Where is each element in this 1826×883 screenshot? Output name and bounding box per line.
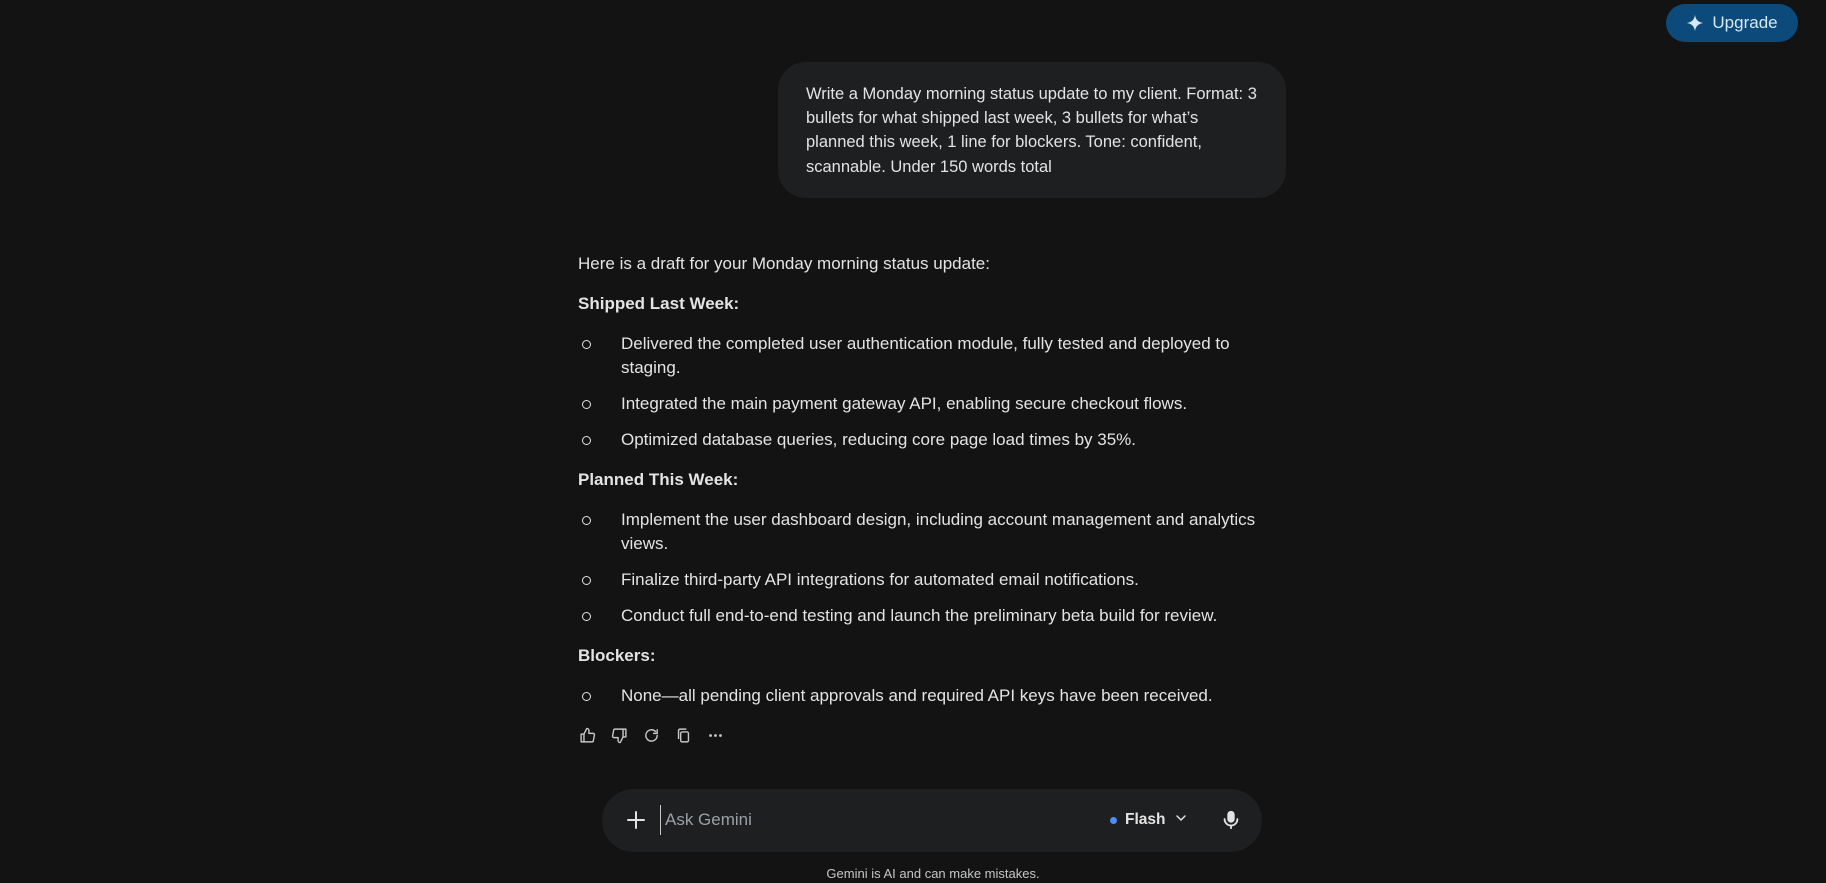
prompt-input[interactable] [660, 805, 1049, 835]
section-heading-blockers: Blockers: [578, 646, 656, 665]
list-item: Finalize third-party API integrations for automated email notifications. [578, 568, 1258, 592]
bullet-marker [582, 340, 591, 349]
response-actions [578, 726, 724, 744]
regenerate-icon[interactable] [642, 726, 660, 744]
thumbs-down-icon[interactable] [610, 726, 628, 744]
bullet-marker [582, 692, 591, 701]
bullet-marker [582, 400, 591, 409]
upgrade-button[interactable] [1666, 4, 1798, 42]
sparkle-icon [1686, 14, 1704, 32]
list-item: Conduct full end-to-end testing and launch the preliminary beta build for review. [578, 604, 1258, 628]
list-item: Integrated the main payment gateway API, enabling secure checkout flows. [578, 392, 1258, 416]
more-icon[interactable] [706, 726, 724, 744]
copy-icon[interactable] [674, 726, 692, 744]
microphone-icon [1220, 808, 1242, 832]
bullet-marker [582, 436, 591, 445]
model-label: Flash [1125, 811, 1166, 828]
list-item: Implement the user dashboard design, including account management and analytics views. [578, 508, 1258, 556]
bullet-marker [582, 516, 591, 525]
chat-composer [602, 789, 1262, 852]
microphone-button[interactable] [1220, 808, 1242, 832]
model-selector[interactable] [1110, 807, 1189, 833]
blockers-list [578, 684, 1258, 708]
section-heading-shipped: Shipped Last Week: [578, 294, 740, 313]
planned-list [578, 508, 1258, 628]
chevron-down-icon [1173, 810, 1189, 831]
list-item: Optimized database queries, reducing core page load times by 35%. [578, 428, 1258, 452]
thumbs-up-icon[interactable] [578, 726, 596, 744]
add-attachment-button[interactable] [624, 808, 648, 832]
user-message-bubble: Write a Monday morning status update to my client. Format: 3 bullets for what shipped last week, 3 bullets for what’s planned this week, 1 line for blockers. Tone: confident, scannable. Under 150 words total [778, 62, 1286, 198]
shipped-list [578, 332, 1258, 452]
list-item: None—all pending client approvals and required API keys have been received. [578, 684, 1258, 708]
model-status-dot [1110, 817, 1117, 824]
ai-disclaimer: Gemini is AI and can make mistakes. [826, 866, 1040, 881]
plus-icon [624, 808, 648, 832]
response-intro: Here is a draft for your Monday morning status update: [578, 254, 990, 273]
bullet-marker [582, 612, 591, 621]
section-heading-planned: Planned This Week: [578, 470, 739, 489]
bullet-marker [582, 576, 591, 585]
list-item: Delivered the completed user authentication module, fully tested and deployed to staging. [578, 332, 1258, 380]
upgrade-label: Upgrade [1712, 13, 1778, 32]
assistant-response [578, 252, 1258, 720]
